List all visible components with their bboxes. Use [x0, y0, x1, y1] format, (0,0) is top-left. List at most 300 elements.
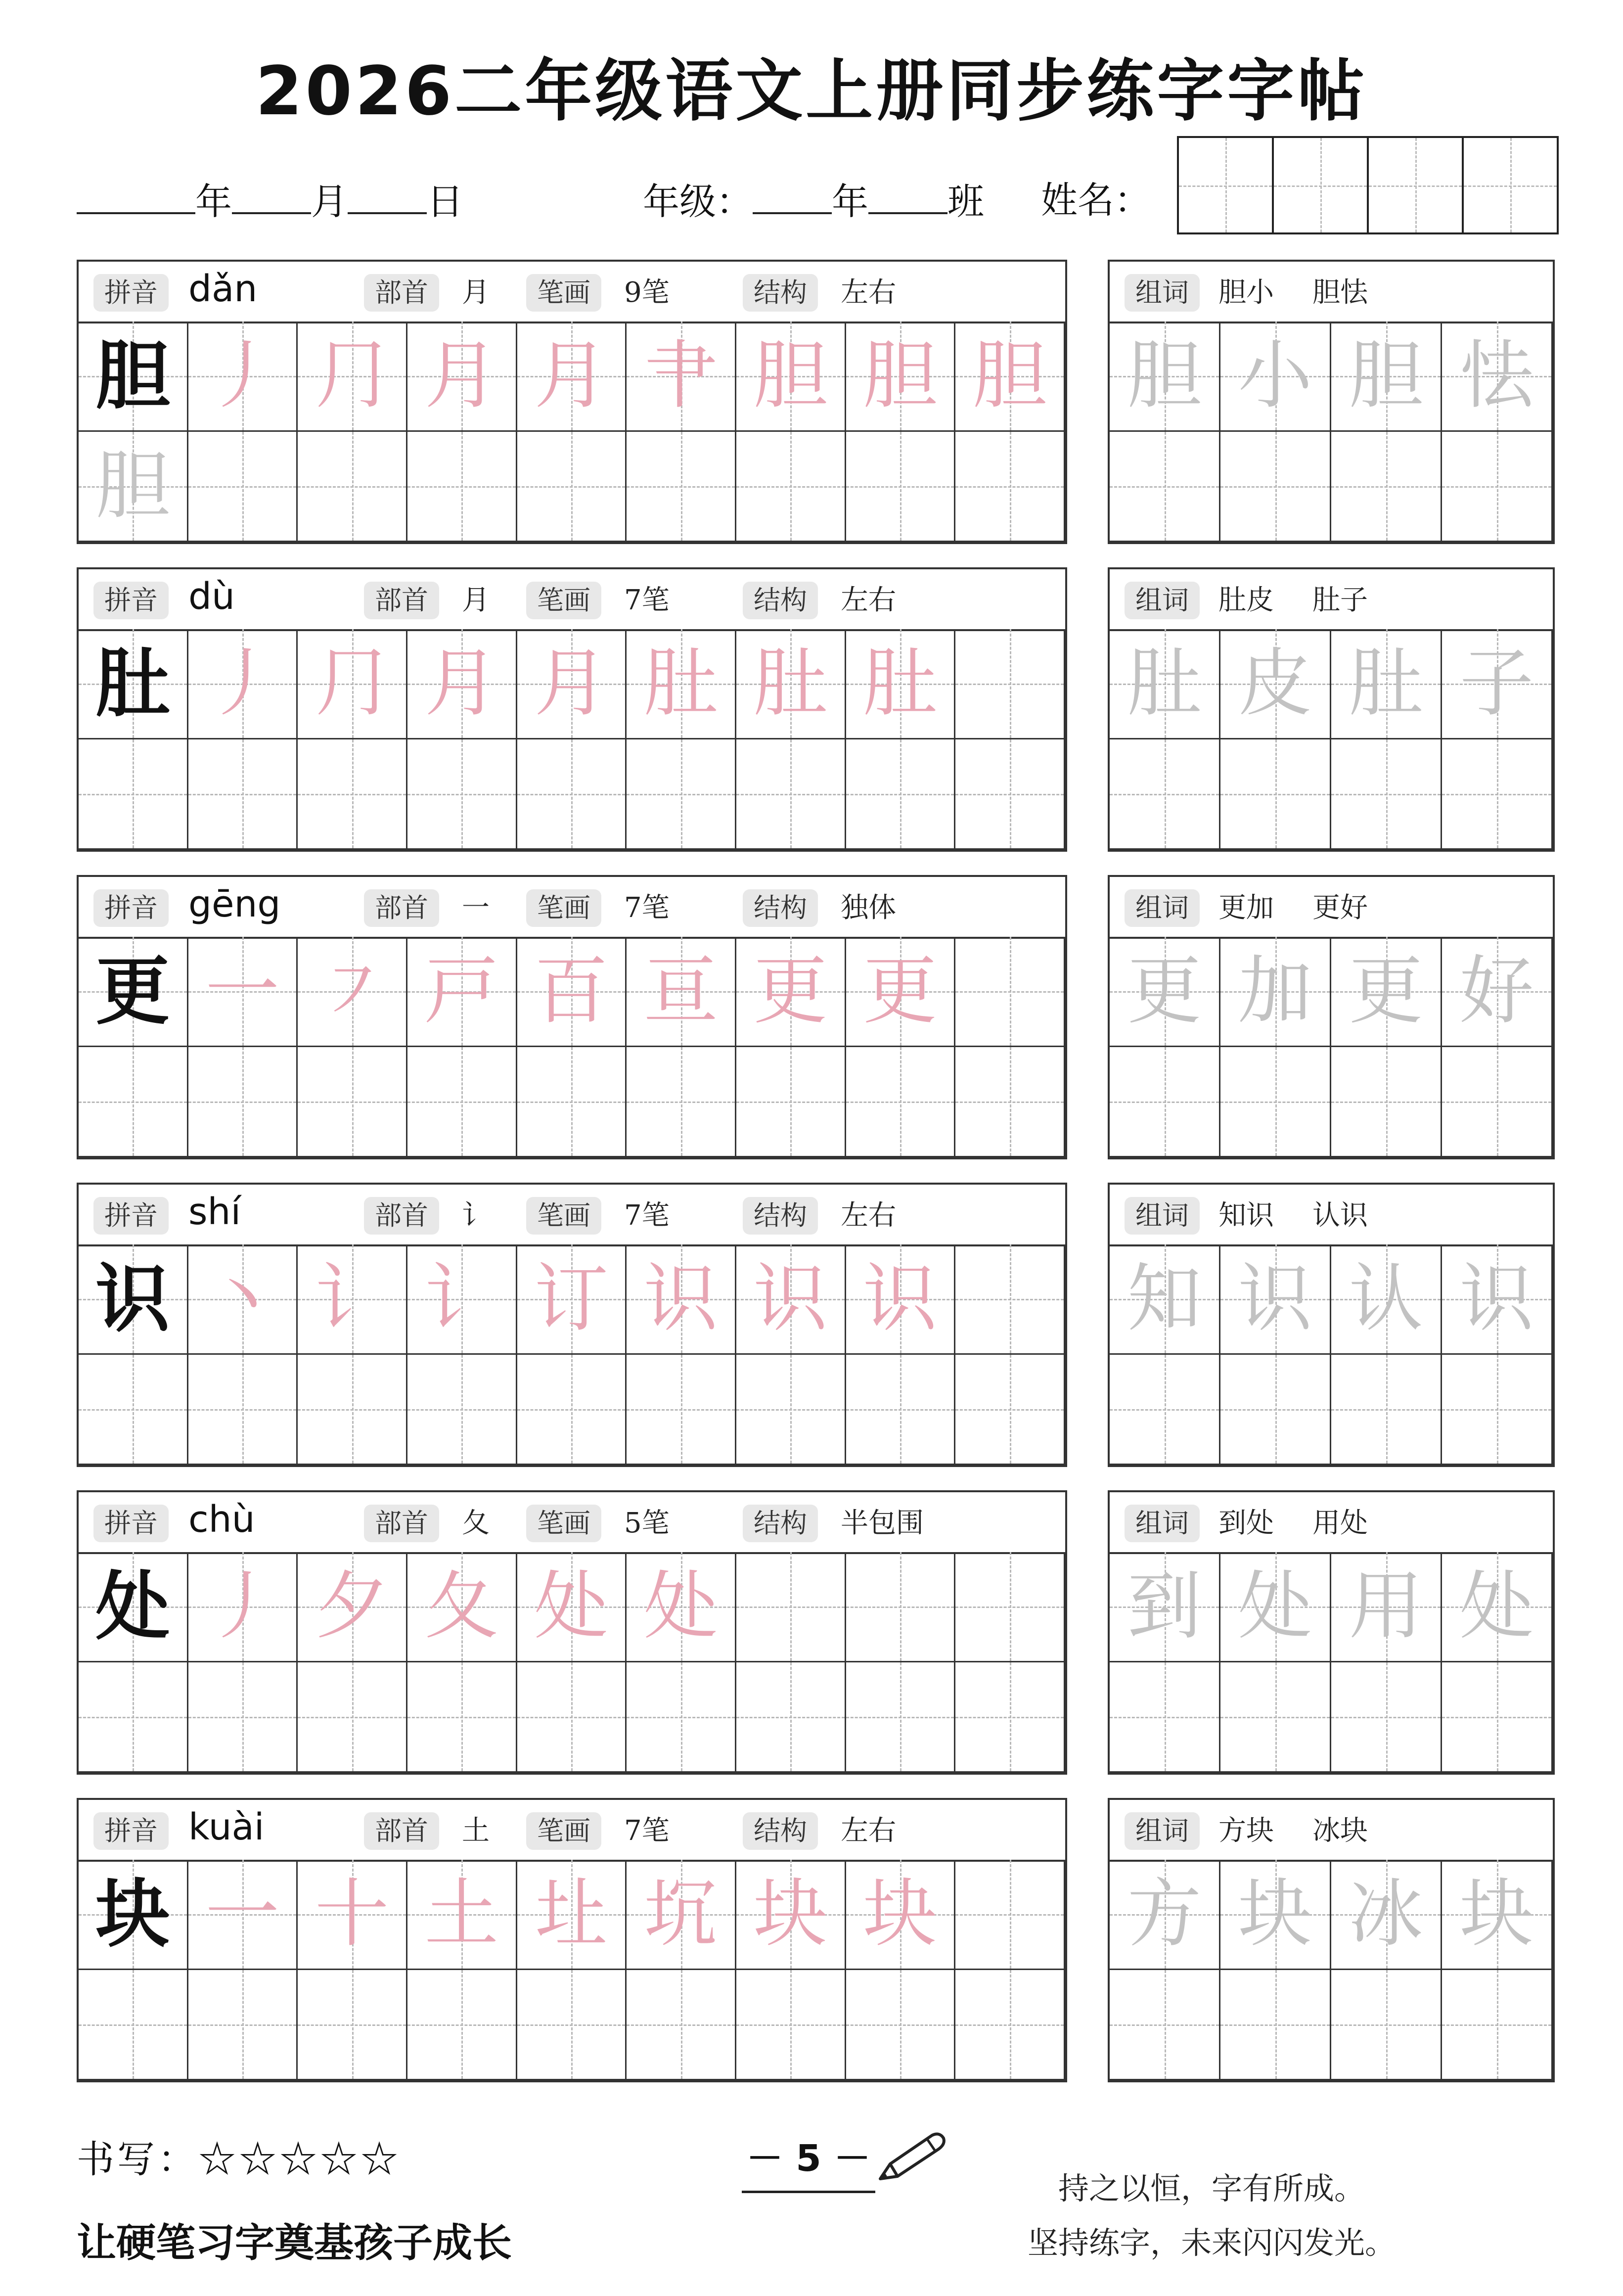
stroke-step: 土	[424, 1871, 499, 1957]
writing-cell[interactable]	[188, 321, 298, 432]
words-panel	[1108, 567, 1555, 852]
empty-slot	[517, 1047, 626, 1156]
writing-cell[interactable]	[79, 1047, 188, 1157]
stroke-step: 更	[753, 948, 828, 1034]
empty-slot	[1110, 1047, 1219, 1156]
word-character: 肚	[1127, 641, 1202, 727]
structure-value: 半包围	[841, 1507, 924, 1539]
word-cell[interactable]	[1110, 1970, 1220, 2080]
stroke-step: 一	[205, 948, 279, 1034]
word-cell[interactable]	[1442, 321, 1553, 432]
writing-cell[interactable]	[407, 1355, 517, 1465]
word-cell[interactable]	[1442, 629, 1553, 739]
pinyin-value: dǎn	[188, 268, 258, 310]
stroke-step: 亘	[643, 948, 718, 1034]
day-label: 日	[427, 181, 463, 223]
pinyin-value: shí	[188, 1191, 241, 1233]
writing-cell[interactable]	[627, 937, 736, 1047]
writing-cell[interactable]	[517, 1970, 627, 2080]
empty-slot	[517, 432, 626, 541]
strokes-value: 7笔	[624, 892, 670, 924]
empty-slot	[188, 1047, 297, 1156]
word-cell[interactable]	[1220, 1860, 1331, 1970]
writing-cell[interactable]	[298, 1244, 407, 1355]
writing-cell[interactable]	[79, 937, 188, 1047]
writing-cell[interactable]	[298, 1552, 407, 1662]
writing-cell[interactable]	[298, 1047, 407, 1157]
pinyin-label: 拼音	[93, 274, 169, 312]
char-panel	[77, 1798, 1067, 2082]
writing-grid	[79, 629, 1065, 850]
word-cell[interactable]	[1110, 739, 1220, 850]
writing-cell[interactable]	[627, 1244, 736, 1355]
class-blank[interactable]	[868, 176, 947, 214]
word-cell[interactable]	[1442, 1355, 1553, 1465]
empty-slot	[188, 1355, 297, 1464]
trace-character: 胆	[95, 443, 170, 529]
writing-cell[interactable]	[627, 321, 736, 432]
word-cell[interactable]	[1442, 937, 1553, 1047]
writing-cell[interactable]	[79, 1662, 188, 1773]
words-grid	[1110, 937, 1553, 1157]
writing-cell[interactable]	[188, 1662, 298, 1773]
empty-slot	[627, 1355, 735, 1464]
word-cell[interactable]	[1110, 937, 1220, 1047]
slogan: 让硬笔习字奠基孩子成长	[77, 2220, 512, 2266]
writing-cell[interactable]	[846, 1662, 956, 1773]
word-cell[interactable]	[1220, 321, 1331, 432]
word-cell[interactable]	[1331, 1552, 1442, 1662]
writing-cell[interactable]	[627, 1047, 736, 1157]
word-character: 小	[1238, 333, 1312, 419]
empty-slot	[1220, 1047, 1330, 1156]
word-cell[interactable]	[1442, 739, 1553, 850]
word-character: 胆	[1127, 333, 1202, 419]
writing-cell[interactable]	[407, 1860, 517, 1970]
writing-grid	[79, 1860, 1065, 2080]
word-cell[interactable]	[1110, 1860, 1220, 1970]
writing-cell[interactable]	[407, 1552, 517, 1662]
word-cell[interactable]	[1442, 1244, 1553, 1355]
empty-slot	[955, 1970, 1064, 2079]
writing-cell[interactable]	[955, 321, 1065, 432]
stroke-step: 肚	[862, 641, 937, 727]
word-value: 更好	[1312, 892, 1368, 924]
words-info-row	[1110, 1185, 1553, 1246]
pinyin-label: 拼音	[93, 889, 169, 927]
writing-cell[interactable]	[407, 1662, 517, 1773]
word-value: 方块	[1218, 1815, 1274, 1847]
writing-cell[interactable]	[846, 937, 956, 1047]
word-cell[interactable]	[1220, 739, 1331, 850]
writing-cell[interactable]	[955, 432, 1065, 542]
empty-slot	[407, 1355, 516, 1464]
stroke-step: 坈	[643, 1871, 718, 1957]
writing-cell[interactable]	[517, 1355, 627, 1465]
char-info-row	[79, 569, 1065, 631]
empty-slot	[627, 1047, 735, 1156]
stroke-step: 百	[534, 948, 608, 1034]
writing-cell[interactable]	[407, 629, 517, 739]
word-cell[interactable]	[1220, 432, 1331, 542]
word-character: 处	[1238, 1563, 1312, 1650]
empty-slot	[1442, 432, 1551, 541]
empty-slot	[846, 739, 954, 848]
writing-cell[interactable]	[736, 1355, 846, 1465]
word-character: 到	[1127, 1563, 1202, 1650]
empty-slot	[955, 1244, 1064, 1353]
radical-label: 部首	[364, 889, 439, 927]
structure-value: 独体	[841, 892, 896, 924]
writing-cell[interactable]	[736, 1244, 846, 1355]
writing-cell[interactable]	[79, 1244, 188, 1355]
writing-cell[interactable]	[79, 1355, 188, 1465]
writing-cell[interactable]	[407, 432, 517, 542]
writing-cell[interactable]	[846, 432, 956, 542]
radical-value: 夂	[462, 1507, 490, 1539]
word-cell[interactable]	[1110, 1244, 1220, 1355]
page-title: 2026二年级语文上册同步练字字帖	[255, 52, 1368, 131]
writing-cell[interactable]	[627, 1552, 736, 1662]
stroke-step: 块	[862, 1871, 937, 1957]
quote-line-2: 坚持练字，未来闪闪发光。	[1027, 2225, 1396, 2261]
word-cell[interactable]	[1442, 1552, 1553, 1662]
grade-row	[643, 176, 984, 227]
word-cell[interactable]	[1220, 1244, 1331, 1355]
writing-cell[interactable]	[736, 432, 846, 542]
words-info-row	[1110, 1492, 1553, 1554]
word-cell[interactable]	[1331, 739, 1442, 850]
radical-value: 一	[462, 892, 490, 924]
word-cell[interactable]	[1331, 629, 1442, 739]
words-panel	[1108, 260, 1555, 544]
empty-slot	[1220, 739, 1330, 848]
writing-cell[interactable]	[955, 1047, 1065, 1157]
strokes-value: 7笔	[624, 584, 670, 616]
stroke-step: 识	[862, 1256, 937, 1342]
word-cell[interactable]	[1331, 1244, 1442, 1355]
empty-slot	[736, 1552, 845, 1661]
stroke-step: 识	[643, 1256, 718, 1342]
char-info-row	[79, 262, 1065, 323]
writing-cell[interactable]	[298, 1970, 407, 2080]
writing-cell[interactable]	[298, 1860, 407, 1970]
word-cell[interactable]	[1331, 321, 1442, 432]
writing-cell[interactable]	[79, 1552, 188, 1662]
writing-cell[interactable]	[736, 1860, 846, 1970]
stroke-step: 胆	[972, 333, 1047, 419]
char-panel	[77, 260, 1067, 544]
word-cell[interactable]	[1110, 1047, 1220, 1157]
pinyin-value: gēng	[188, 883, 281, 925]
empty-slot	[846, 1355, 954, 1464]
word-cell[interactable]	[1220, 937, 1331, 1047]
structure-value: 左右	[841, 1199, 896, 1232]
writing-cell[interactable]	[627, 1970, 736, 2080]
word-cell[interactable]	[1110, 1355, 1220, 1465]
quote-line-1: 持之以恒，字有所成。	[1058, 2170, 1365, 2206]
empty-slot	[1442, 1970, 1551, 2079]
strokes-label: 笔画	[526, 1197, 601, 1235]
stroke-step: 月	[424, 333, 499, 419]
word-cell[interactable]	[1220, 1355, 1331, 1465]
empty-slot	[1442, 1047, 1551, 1156]
writing-cell[interactable]	[955, 1244, 1065, 1355]
word-cell[interactable]	[1331, 1047, 1442, 1157]
strokes-value: 9笔	[624, 276, 670, 309]
date-row	[77, 176, 463, 227]
word-cell[interactable]	[1442, 1047, 1553, 1157]
stroke-step: ㇇	[315, 948, 389, 1034]
writing-cell[interactable]	[736, 1970, 846, 2080]
writing-cell[interactable]	[188, 937, 298, 1047]
writing-cell[interactable]	[298, 739, 407, 850]
empty-slot	[955, 629, 1064, 738]
writing-cell[interactable]	[736, 739, 846, 850]
word-cell[interactable]	[1442, 432, 1553, 542]
stroke-step: 丿	[205, 1563, 279, 1650]
stroke-step: 处	[534, 1563, 608, 1650]
writing-cell[interactable]	[846, 1970, 956, 2080]
word-character: 加	[1238, 948, 1312, 1034]
words-label: 组词	[1125, 274, 1200, 312]
word-character: 更	[1127, 948, 1202, 1034]
writing-cell[interactable]	[846, 1860, 956, 1970]
empty-slot	[517, 1662, 626, 1771]
writing-cell[interactable]	[298, 321, 407, 432]
writing-cell[interactable]	[517, 432, 627, 542]
stroke-step: 肚	[643, 641, 718, 727]
name-box[interactable]	[1464, 138, 1557, 232]
writing-cell[interactable]	[627, 1355, 736, 1465]
rating: 书写：☆☆☆☆☆	[77, 2137, 401, 2181]
empty-slot	[955, 1860, 1064, 1969]
writing-cell[interactable]	[188, 1047, 298, 1157]
stroke-step: 丶	[205, 1256, 279, 1342]
words-label: 组词	[1125, 1812, 1200, 1850]
word-cell[interactable]	[1442, 1662, 1553, 1773]
writing-cell[interactable]	[298, 937, 407, 1047]
writing-cell[interactable]	[407, 739, 517, 850]
writing-cell[interactable]	[955, 937, 1065, 1047]
empty-slot	[517, 739, 626, 848]
empty-slot	[79, 1662, 187, 1771]
writing-cell[interactable]	[298, 1662, 407, 1773]
empty-slot	[407, 432, 516, 541]
writing-cell[interactable]	[627, 1662, 736, 1773]
words-info-row	[1110, 1800, 1553, 1862]
model-character: 识	[95, 1255, 170, 1342]
writing-cell[interactable]	[407, 1244, 517, 1355]
radical-label: 部首	[364, 1197, 439, 1235]
empty-slot	[188, 1662, 297, 1771]
writing-cell[interactable]	[736, 937, 846, 1047]
writing-cell[interactable]	[846, 1552, 956, 1662]
word-cell[interactable]	[1442, 1970, 1553, 2080]
empty-slot	[955, 937, 1064, 1046]
writing-cell[interactable]	[517, 629, 627, 739]
writing-cell[interactable]	[846, 739, 956, 850]
word-character: 怯	[1459, 333, 1534, 419]
pen-icon	[875, 2129, 949, 2184]
word-character: 处	[1459, 1563, 1534, 1650]
writing-cell[interactable]	[407, 937, 517, 1047]
pinyin-value: kuài	[188, 1806, 265, 1848]
writing-cell[interactable]	[736, 629, 846, 739]
word-cell[interactable]	[1331, 1970, 1442, 2080]
empty-slot	[407, 1970, 516, 2079]
writing-cell[interactable]	[627, 1860, 736, 1970]
pinyin-label: 拼音	[93, 1812, 169, 1850]
word-cell[interactable]	[1331, 432, 1442, 542]
empty-slot	[846, 1552, 954, 1661]
writing-cell[interactable]	[79, 432, 188, 542]
writing-cell[interactable]	[517, 739, 627, 850]
stroke-step: 识	[753, 1256, 828, 1342]
writing-cell[interactable]	[517, 1552, 627, 1662]
writing-cell[interactable]	[79, 1860, 188, 1970]
year-blank[interactable]	[77, 176, 195, 214]
writing-cell[interactable]	[517, 937, 627, 1047]
writing-cell[interactable]	[736, 1552, 846, 1662]
word-cell[interactable]	[1110, 1662, 1220, 1773]
word-value: 用处	[1312, 1507, 1368, 1539]
writing-cell[interactable]	[627, 432, 736, 542]
writing-cell[interactable]	[188, 432, 298, 542]
writing-cell[interactable]	[846, 321, 956, 432]
empty-slot	[1331, 1355, 1441, 1464]
word-cell[interactable]	[1442, 1860, 1553, 1970]
pinyin-label: 拼音	[93, 1197, 169, 1235]
empty-slot	[1110, 1970, 1219, 2079]
writing-cell[interactable]	[955, 629, 1065, 739]
empty-slot	[1110, 432, 1219, 541]
writing-cell[interactable]	[298, 432, 407, 542]
radical-value: 讠	[462, 1199, 490, 1232]
words-label: 组词	[1125, 1505, 1200, 1542]
empty-slot	[298, 1662, 406, 1771]
words-info-row	[1110, 569, 1553, 631]
writing-cell[interactable]	[188, 1970, 298, 2080]
stroke-step: 块	[753, 1871, 828, 1957]
word-cell[interactable]	[1331, 937, 1442, 1047]
writing-cell[interactable]	[846, 629, 956, 739]
char-panel	[77, 567, 1067, 852]
writing-grid	[79, 1552, 1065, 1773]
writing-cell[interactable]	[955, 1355, 1065, 1465]
word-cell[interactable]	[1220, 1552, 1331, 1662]
stroke-step: 丿	[205, 333, 279, 419]
writing-cell[interactable]	[955, 1970, 1065, 2080]
word-cell[interactable]	[1331, 1355, 1442, 1465]
word-character: 用	[1349, 1563, 1423, 1650]
writing-cell[interactable]	[517, 1662, 627, 1773]
day-blank[interactable]	[348, 176, 427, 214]
empty-slot	[846, 1970, 954, 2079]
writing-cell[interactable]	[188, 1244, 298, 1355]
word-cell[interactable]	[1110, 1552, 1220, 1662]
writing-cell[interactable]	[188, 1552, 298, 1662]
word-cell[interactable]	[1110, 629, 1220, 739]
writing-cell[interactable]	[188, 739, 298, 850]
word-cell[interactable]	[1220, 629, 1331, 739]
word-character: 块	[1459, 1871, 1534, 1957]
empty-slot	[79, 1355, 187, 1464]
name-box[interactable]	[1369, 138, 1464, 232]
writing-cell[interactable]	[517, 321, 627, 432]
empty-slot	[736, 1970, 845, 2079]
writing-cell[interactable]	[955, 739, 1065, 850]
writing-cell[interactable]	[188, 629, 298, 739]
writing-cell[interactable]	[627, 739, 736, 850]
word-value: 到处	[1218, 1507, 1274, 1539]
writing-cell[interactable]	[955, 1662, 1065, 1773]
words-label: 组词	[1125, 1197, 1200, 1235]
name-box[interactable]	[1274, 138, 1369, 232]
writing-cell[interactable]	[517, 1860, 627, 1970]
writing-cell[interactable]	[955, 1552, 1065, 1662]
words-grid	[1110, 629, 1553, 850]
word-cell[interactable]	[1220, 1662, 1331, 1773]
writing-cell[interactable]	[188, 1860, 298, 1970]
writing-cell[interactable]	[407, 1970, 517, 2080]
writing-cell[interactable]	[955, 1860, 1065, 1970]
strokes-label: 笔画	[526, 1505, 601, 1542]
empty-slot	[627, 1662, 735, 1771]
writing-cell[interactable]	[79, 1970, 188, 2080]
writing-cell[interactable]	[79, 629, 188, 739]
empty-slot	[955, 1355, 1064, 1464]
word-cell[interactable]	[1110, 432, 1220, 542]
empty-slot	[298, 1047, 406, 1156]
empty-slot	[298, 739, 406, 848]
radical-value: 月	[462, 584, 490, 616]
writing-cell[interactable]	[846, 1244, 956, 1355]
writing-cell[interactable]	[736, 1047, 846, 1157]
word-cell[interactable]	[1220, 1047, 1331, 1157]
writing-cell[interactable]	[79, 321, 188, 432]
name-boxes[interactable]	[1177, 136, 1559, 234]
grade-blank[interactable]	[753, 176, 832, 214]
name-box[interactable]	[1179, 138, 1274, 232]
month-blank[interactable]	[232, 176, 311, 214]
writing-cell[interactable]	[407, 321, 517, 432]
strokes-value: 7笔	[624, 1199, 670, 1232]
word-cell[interactable]	[1220, 1970, 1331, 2080]
writing-cell[interactable]	[79, 739, 188, 850]
word-character: 认	[1349, 1256, 1423, 1342]
word-cell[interactable]	[1331, 1662, 1442, 1773]
word-cell[interactable]	[1331, 1860, 1442, 1970]
pinyin-label: 拼音	[93, 582, 169, 619]
writing-cell[interactable]	[517, 1047, 627, 1157]
writing-cell[interactable]	[846, 1047, 956, 1157]
writing-cell[interactable]	[298, 1355, 407, 1465]
empty-slot	[1442, 1662, 1551, 1771]
empty-slot	[955, 432, 1064, 541]
writing-cell[interactable]	[298, 629, 407, 739]
empty-slot	[846, 432, 954, 541]
writing-cell[interactable]	[407, 1047, 517, 1157]
writing-cell[interactable]	[188, 1355, 298, 1465]
empty-slot	[298, 1970, 406, 2079]
writing-cell[interactable]	[736, 321, 846, 432]
writing-cell[interactable]	[627, 629, 736, 739]
writing-cell[interactable]	[736, 1662, 846, 1773]
writing-cell[interactable]	[517, 1244, 627, 1355]
word-cell[interactable]	[1110, 321, 1220, 432]
writing-cell[interactable]	[846, 1355, 956, 1465]
